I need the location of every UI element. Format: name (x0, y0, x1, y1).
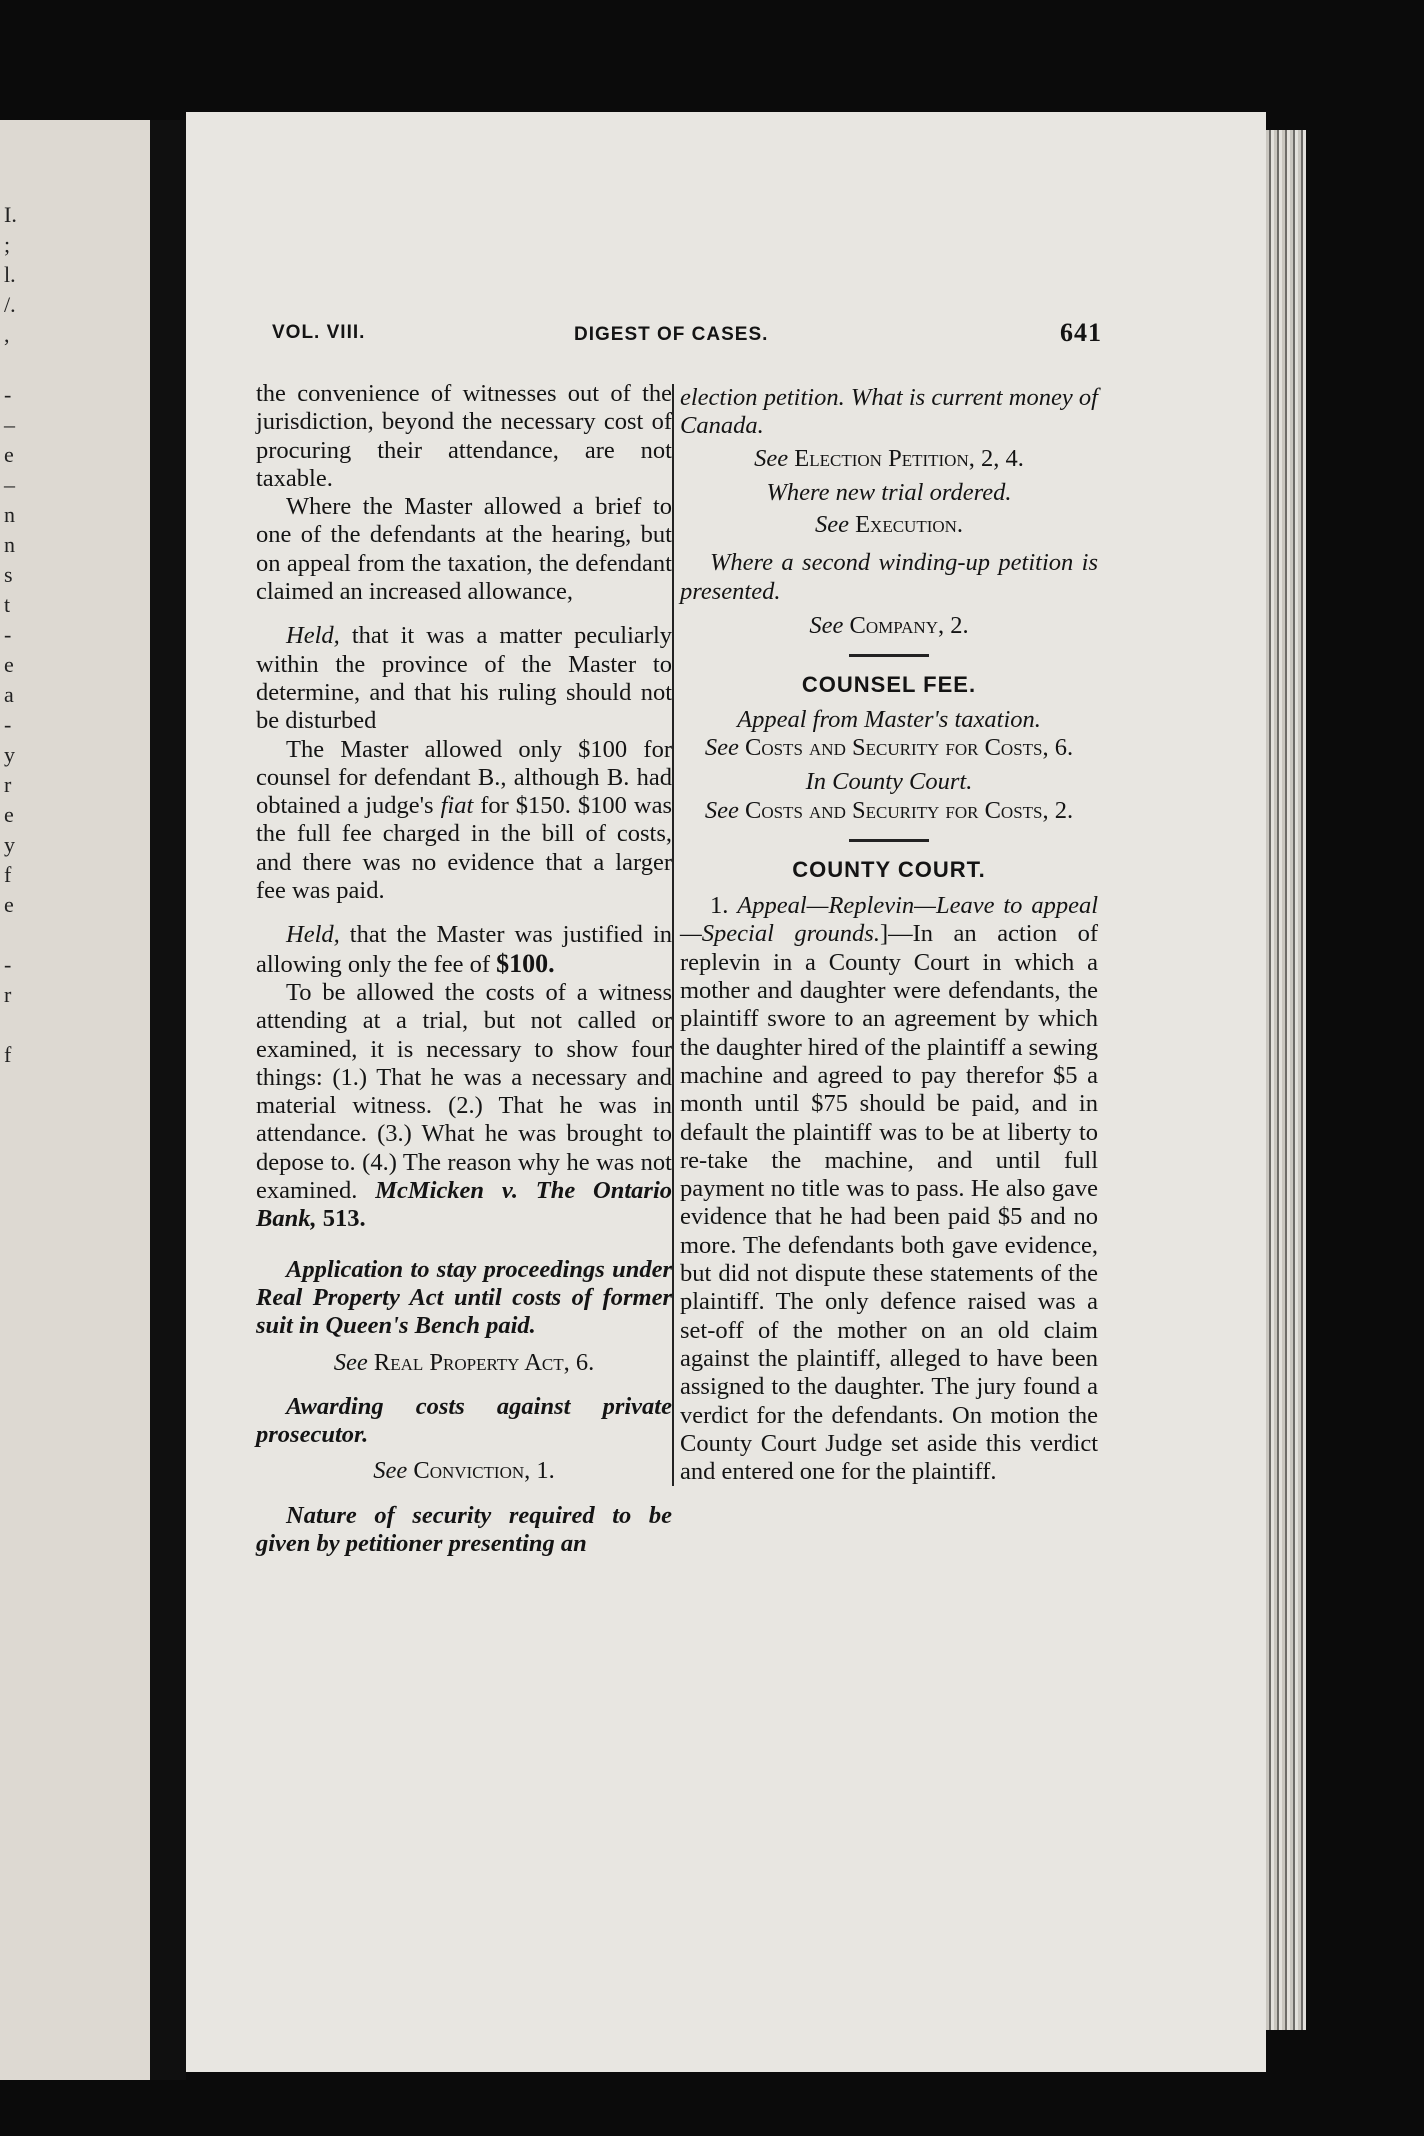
cross-reference-topic: In County Court. (805, 768, 973, 796)
section-heading: COUNSEL FEE. (801, 672, 977, 698)
cross-reference-topic: Where a second winding-up petition is presented. (680, 549, 1098, 605)
margin-fragment: y (4, 742, 15, 767)
margin-fragment: e (4, 652, 14, 677)
margin-fragment: - (4, 712, 12, 737)
margin-fragment: y (4, 832, 15, 857)
margin-fragment: t (4, 592, 11, 617)
paragraph: The Master allowed only $100 for counsel for defendant B., although B. had obtained a judge's fiat for $150. $100 was the full fee charged in the bill of costs, and there was no evidence that a larger fee was paid. (256, 735, 672, 905)
cross-reference-topic: election petition. What is current money of Canada. (680, 384, 1098, 440)
margin-fragment: – (4, 412, 15, 437)
case-citation: McMicken v. The Ontario Bank, (256, 1177, 672, 1233)
margin-fragment: - (4, 382, 12, 407)
margin-fragment: l. (4, 262, 16, 287)
held-label: Held, (286, 921, 340, 949)
case-entry: 1. Appeal—Replevin—Leave to appeal—Special grounds.]—In an action of replevin in a County Court in which a mother and daughter were defendants, the plaintiff swore to an agreement by which the daughter hired of the plaintiff a sewing machine and agreed to pay therefor $5 a month until $75 should be paid, and in default the plaintiff was to be at liberty to re-take the machine, and until full payment no title was to pass. He also gave evidence that he had been paid $5 and no more. The defendants both gave evidence, but did not dispute these statements of the plaintiff. The only defence raised was a set-off of the mother on an old claim against the plaintiff, alleged to have been assigned to the daughter. The jury found a verdict for the defendants. On motion the County Court Judge set aside this verdict and entered one for the plaintiff. (680, 892, 1099, 1486)
margin-fragment: - (4, 952, 12, 977)
section-rule (849, 839, 929, 842)
cross-reference-topic: Application to stay proceedings under Real Property Act until costs of former suit in Queen's Bench paid. (256, 1255, 672, 1340)
margin-fragment: a (4, 682, 14, 707)
page-number: 641 (1060, 318, 1102, 347)
cross-reference-topic: Awarding costs against private prosecutor. (256, 1392, 672, 1449)
margin-fragment: I. (4, 202, 17, 227)
left-column (256, 380, 672, 1558)
case-number: 1. (710, 892, 729, 920)
see-reference: See Real Property Act, 6. (333, 1348, 595, 1376)
running-header (272, 318, 1102, 358)
fiat-term: fiat (440, 792, 474, 820)
see-reference: See Execution. (814, 511, 964, 539)
see-reference: See Costs and Security for Costs, 6. (704, 733, 1074, 761)
margin-fragment (4, 1010, 24, 1040)
paragraph: Where the Master allowed a brief to one of the defendants at the hearing, but on appeal from the taxation, the defendant claimed an increased allowance, (256, 493, 672, 606)
margin-fragment: ; (4, 232, 11, 257)
section-rule (849, 654, 929, 657)
margin-fragment: e (4, 442, 14, 467)
margin-fragment: e (4, 892, 14, 917)
volume-label: VOL. VIII. (272, 322, 366, 343)
held-label: Held, (286, 622, 340, 650)
margin-fragment (4, 920, 24, 950)
margin-fragment: e (4, 802, 14, 827)
margin-fragment: f (4, 862, 12, 887)
margin-fragment: s (4, 562, 13, 587)
see-reference: See Election Petition, 2, 4. (754, 444, 1024, 472)
see-reference: See Conviction, 1. (373, 1457, 555, 1485)
margin-fragment (4, 350, 24, 380)
book-gutter (150, 120, 186, 2080)
facing-page-text-fragments (4, 200, 24, 1070)
paragraph: the convenience of witnesses out of the jurisdiction, beyond the necessary cost of procuring their attendance, are not taxable. (256, 380, 672, 492)
cross-reference-topic: Where new trial ordered. (766, 478, 1012, 506)
case-headnote: Appeal—Replevin—Leave to appeal—Special grounds. (680, 892, 1098, 948)
margin-fragment: – (4, 472, 15, 497)
cross-reference-topic: Nature of security required to be given by petitioner presenting an (256, 1501, 672, 1557)
margin-fragment: , (4, 322, 10, 347)
margin-fragment: n (4, 532, 15, 557)
paragraph: Held, that it was a matter peculiarly within the province of the Master to determine, and that his ruling should not be disturbed (256, 622, 672, 735)
margin-fragment: r (4, 772, 12, 797)
right-column (672, 384, 1098, 1486)
cross-reference-topic: Appeal from Master's taxation. (737, 705, 1041, 733)
margin-fragment: r (4, 982, 12, 1007)
see-reference: See Company, 2. (809, 612, 969, 640)
margin-fragment: n (4, 502, 15, 527)
paragraph: Held, that the Master was justified in allowing only the fee of $100. (256, 921, 672, 978)
page-stack-edges (1266, 130, 1306, 2030)
section-heading: COUNTY COURT. (792, 856, 986, 882)
margin-fragment: - (4, 622, 12, 647)
see-reference: See Costs and Security for Costs, 2. (704, 796, 1074, 824)
paragraph: To be allowed the costs of a witness attending at a trial, but not called or examined, it is necessary to show four things: (1.) That he was a necessary and material witness. (2.) That he was in attendance. (3.) What he was brought to depose to. (4.) The reason why he was not examined. McMicken v. The Ontario Bank, 513. (256, 978, 672, 1233)
running-title: DIGEST OF CASES. (574, 324, 769, 345)
margin-fragment: /. (4, 292, 16, 317)
margin-fragment: f (4, 1042, 12, 1067)
